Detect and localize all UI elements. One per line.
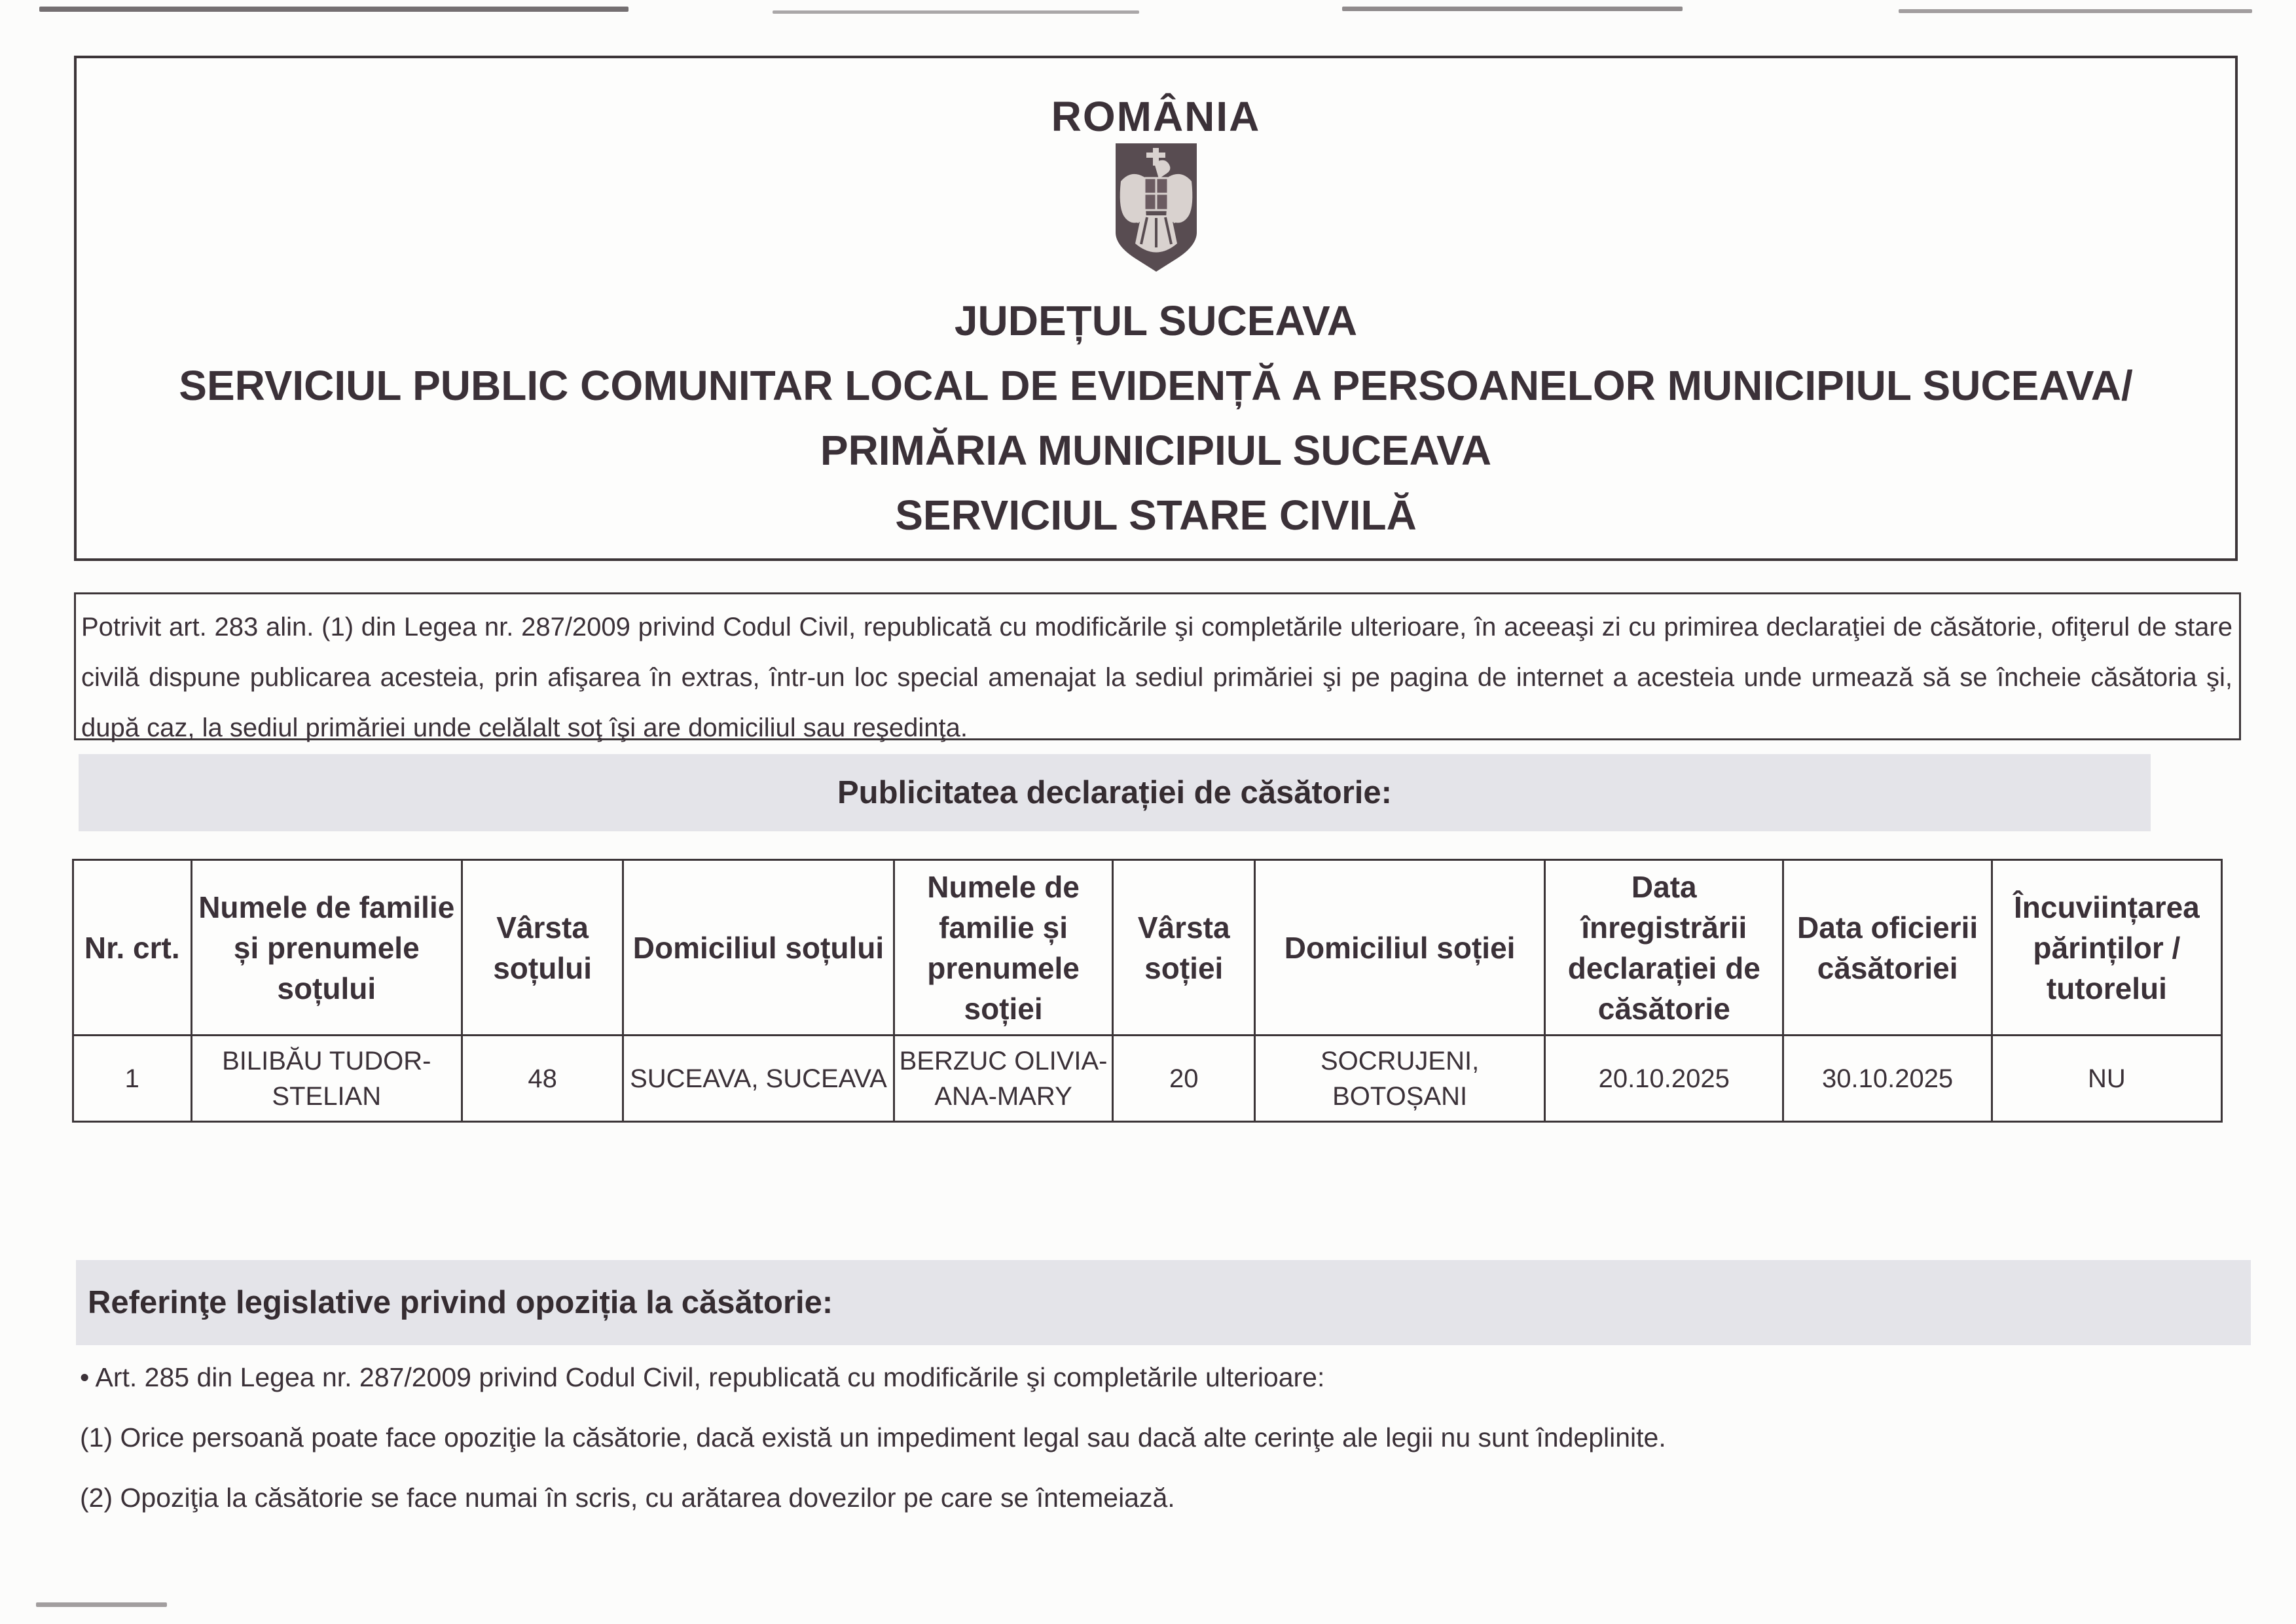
marriage-declarations-table [72,859,2223,1123]
cell-wife-name: BERZUC OLIVIA-ANA-MARY [894,1036,1113,1122]
col-header-husband-age: Vârsta soțului [462,860,623,1036]
authority-line-cityhall: PRIMĂRIA MUNICIPIUL SUCEAVA [820,427,1492,474]
reference-paragraph-1: (1) Orice persoană poate face opoziţie la căsătorie, dacă există un impediment legal sau dacă alte cerinţe ale legii nu sunt îndeplinite. [80,1422,1666,1453]
scan-smudge [39,7,629,12]
scan-smudge [1899,9,2252,13]
table-row [73,1036,2222,1122]
legislative-references [80,1360,2227,1541]
header-box [74,56,2238,561]
cell-husband-domicile: SUCEAVA, SUCEAVA [623,1036,894,1122]
col-header-declaration-date: Data înregistrării declarației de căsătorie [1545,860,1783,1036]
issuing-authority-lines [77,289,2235,548]
cell-nr-crt: 1 [73,1036,192,1122]
reference-paragraph-2: (2) Opoziţia la căsătorie se face numai în scris, cu arătarea dovezilor pe care se întemeiază. [80,1483,1175,1513]
section-title-references [76,1260,2251,1345]
authority-line-county: JUDEȚUL SUCEAVA [954,297,1358,344]
country-title: ROMÂNIA [1051,93,1261,140]
table-header-row [73,860,2222,1036]
scan-smudge [1342,7,1683,11]
cell-wife-domicile: SOCRUJENI, BOTOȘANI [1255,1036,1545,1122]
authority-line-service: SERVICIUL PUBLIC COMUNITAR LOCAL DE EVIDENȚĂ A PERSOANELOR MUNICIPIUL SUCEAVA/ [179,362,2133,409]
legal-paragraph: Potrivit art. 283 alin. (1) din Legea nr. 287/2009 privind Codul Civil, republicată cu modificările şi completările ulterioare, în aceeaşi zi cu primirea declaraţiei de căsătorie, ofiţerul de stare civilă dispune publicarea acesteia, prin afişarea în extras, într-un loc special amenajat la sediul primăriei şi pe pagina de internet a acesteia unde urmează să se încheie căsătoria şi, după caz, la sediul primăriei unde celălalt soţ îşi are domiciliul sau reşedinţa. [81,613,2232,742]
col-header-husband-name: Numele de familie și prenumele soțului [191,860,462,1036]
cell-husband-age: 48 [462,1036,623,1122]
col-header-wife-name: Numele de familie și prenumele soției [894,860,1113,1036]
cell-wife-age: 20 [1113,1036,1255,1122]
section-title-publicity [79,754,2151,831]
col-header-wife-domicile: Domiciliul soției [1255,860,1545,1036]
reference-article-285: • Art. 285 din Legea nr. 287/2009 privind Codul Civil, republicată cu modificările şi completările ulterioare: [80,1362,1325,1392]
cell-declaration-date: 20.10.2025 [1545,1036,1783,1122]
col-header-husband-domicile: Domiciliul soțului [623,860,894,1036]
scan-smudge [773,10,1139,14]
scan-smudge [36,1602,167,1607]
romania-coat-of-arms-icon [1112,142,1200,273]
cell-ceremony-date: 30.10.2025 [1783,1036,1992,1122]
col-header-parental-consent: Încuviințarea părinților / tutorelui [1992,860,2221,1036]
col-header-wife-age: Vârsta soției [1113,860,1255,1036]
cell-parental-consent: NU [1992,1036,2221,1122]
legal-paragraph-box [74,592,2241,740]
authority-line-civil-status: SERVICIUL STARE CIVILĂ [895,492,1417,539]
col-header-ceremony-date: Data oficierii căsătoriei [1783,860,1992,1036]
references-title-text: Referinţe legislative privind opoziția la căsătorie: [88,1285,833,1320]
col-header-nr-crt: Nr. crt. [73,860,192,1036]
publicity-title-text: Publicitatea declarației de căsătorie: [837,775,1392,810]
cell-husband-name: BILIBĂU TUDOR-STELIAN [191,1036,462,1122]
